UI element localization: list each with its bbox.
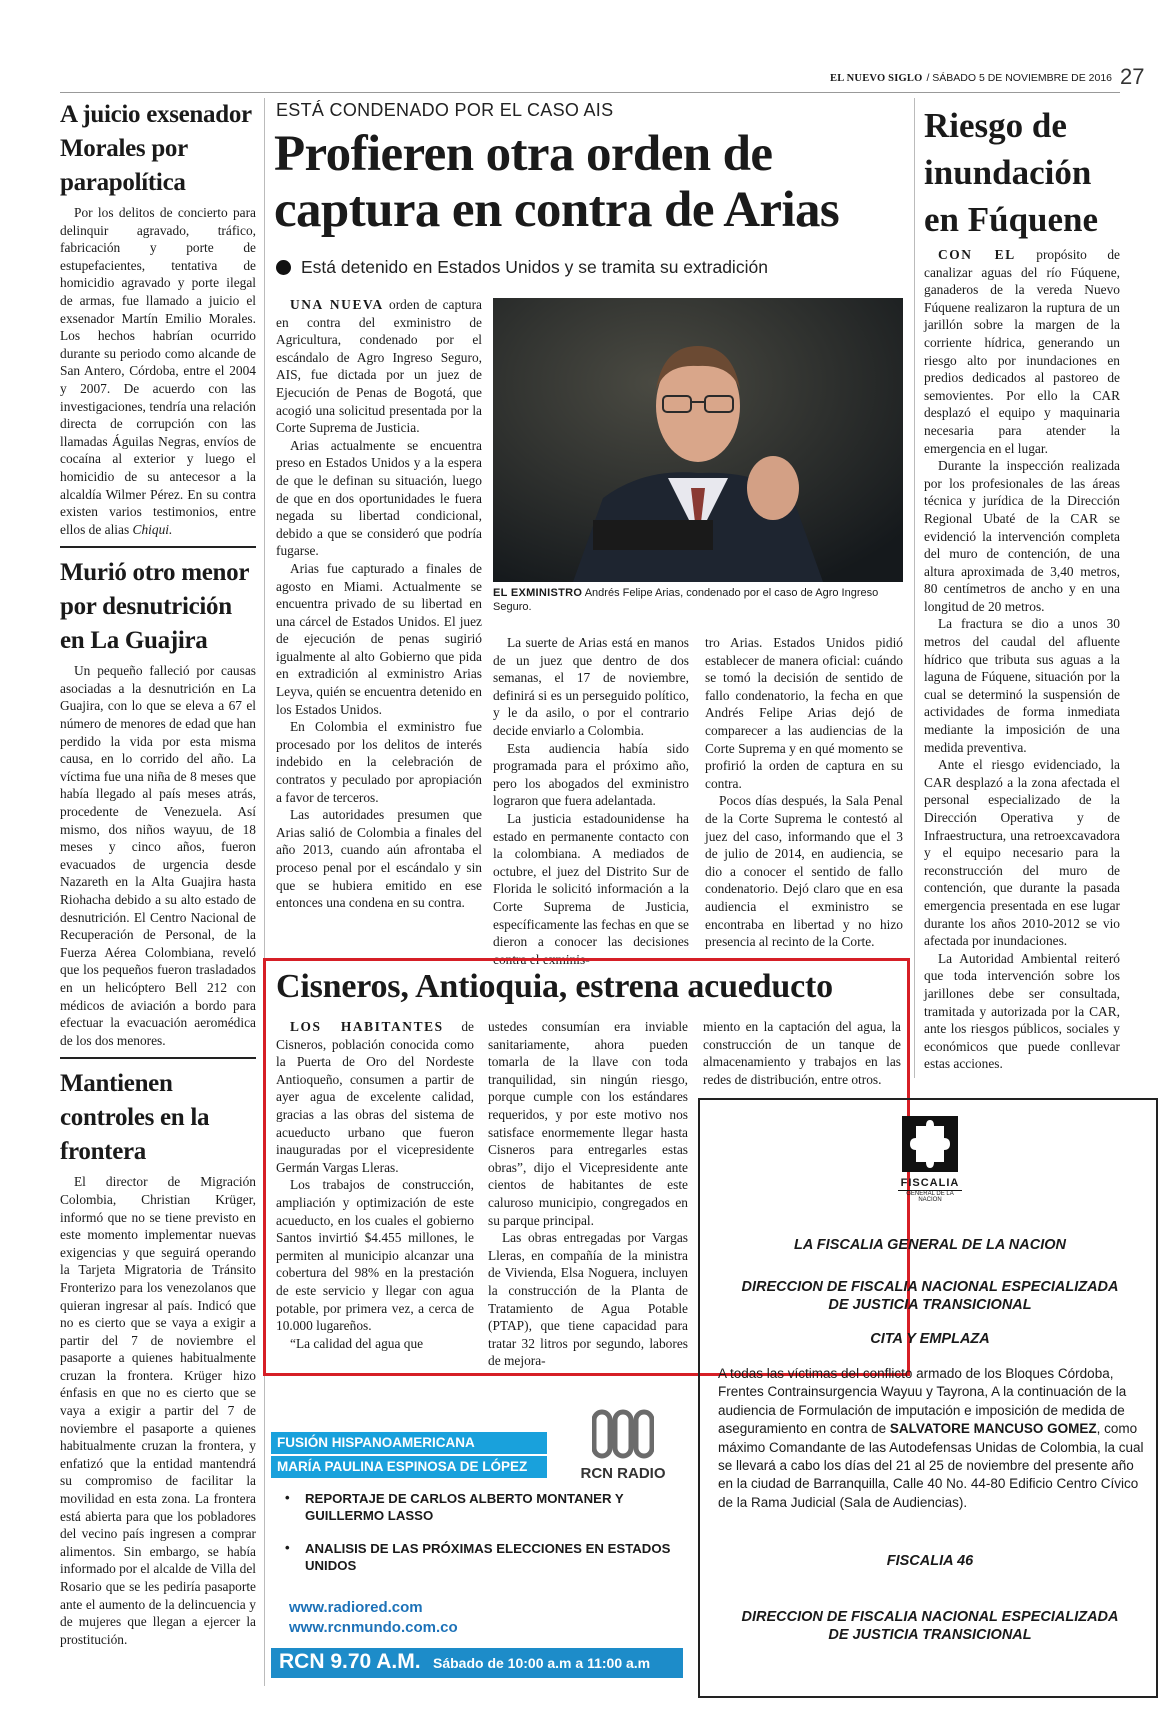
fiscalia-legal-notice: [698, 1098, 1158, 1698]
ad-bullet-item: • REPORTAJE DE CARLOS ALBERTO MONTANER Y GUILLERMO LASSO: [285, 1490, 675, 1524]
column-rule: [264, 98, 265, 1686]
ad-bullet-item: • ANALISIS DE LAS PRÓXIMAS ELECCIONES EN ESTADOS UNIDOS: [285, 1540, 675, 1574]
notice-issuer: LA FISCALIA GENERAL DE LA NACION: [793, 1237, 1066, 1253]
exminister-photo-illustration: [493, 298, 903, 582]
rcn-logo: [577, 1408, 669, 1482]
notice-directorate: DIRECCION DE FISCALIA NACIONAL ESPECIALIZADA DE JUSTICIA TRANSICIONAL: [741, 1279, 1119, 1313]
ad-schedule: Sábado de 10:00 a.m a 11:00 a.m: [433, 1655, 651, 1671]
fiscalia-logo: [890, 1116, 970, 1203]
main-story-column-2: La suerte de Arias está en manos de un juez que dentro de dos semanas, el 17 de noviembre, definirá si es un perseguido político, y le da asilo, o por el contrario decide enviarlo a Colombia. Esta audiencia había sido programada para el próximo año, pero los abogados del exministro lograron que fuera adelantada. La justicia estadounidense ha estado en permanente contacto con la colombiana. A mediados de octubre, el juez del Distrito Sur de Florida le solicitó información a la Corte Suprema de Justicia, específicamente las fechas en que se dieron a conocer las decisiones contra el exminis-: [493, 635, 689, 967]
notice-footer: DIRECCION DE FISCALIA NACIONAL ESPECIALIZADA DE JUSTICIA TRANSICIONAL: [741, 1609, 1119, 1643]
ad-bullet-list: [285, 1490, 675, 1590]
main-story-column-1: UNA NUEVA orden de captura en contra del exministro de Agricultura, condenado por el escándalo de Agro Ingreso Seguro, AIS, fue dictada por un juez de Ejecución de Penas de Bogotá, que acogió una solicitud presentada por la Corte Suprema de Justicia. Arias actualmente se encuentra preso en Estados Unidos y a la espera de que le definan su situación, luego de que en dos oportunidades le fuera negada su libertad condicional, debido a que se consideró que podría fugarse. Arias fue capturado a finales de agosto en Miami. Actualmente se encuentra privado de su libertad en una cárcel de Estados Unidos. El juez de ejecución de penas sugirió igualmente al alto Gobierno que pida en extradición al exministro Arias Leyva, quién se encuentra detenido en los Estados Unidos. En Colombia el exministro fue procesado por los delitos de interés indebido en la celebración de contratos y peculado por apropiación a favor de terceros. Las autoridades presumen que Arias salió de Colombia a finales del año 2013, cuando aún afrontaba el proceso penal por el escándalo y sin que se hubiera emitido en ese entonces una condena en su contra.: [276, 297, 483, 911]
notice-title: CITA Y EMPLAZA: [870, 1331, 990, 1347]
puzzle-piece-icon: [902, 1116, 958, 1172]
story-headline-cisneros: Cisneros, Antioquia, estrena acueducto: [276, 968, 833, 1005]
fiscalia-logo-sub: GENERAL DE LA NACION: [898, 1190, 962, 1203]
rcn-logo-icon: [592, 1408, 654, 1460]
story-body-frontera: El director de Migración Colombia, Christian Krüger, informó que no se tiene previsto en este momento implementar nuevas exigencias y que seguirá operando la Tarjeta Migratoria de Tránsito Fronterizo para los venezolanos que quieran ingresar al país. Indicó que no es cierto que se vaya a exigir a partir del 7 de noviembre el pasaporte a quienes habitualmente cruzan la frontera. Krüger hizo énfasis en que no es cierto que se vaya a exigir a partir del 7 de noviembre el pasaporte a quienes habitualmente cruzan la frontera, y enfatizó que la entidad mantendrá su compromiso de facilitar la movilidad en esta zona. La frontera está abierta para que los pobladores del vecino país ingresen a comprar alimentos. Sin embargo, se había informado por el alcalde de Villa del Rosario que se les pediría pasaporte ante el aumento de la delincuencia y de mujeres que llegan a ejercer la prostitución.: [60, 1174, 257, 1647]
cisneros-column-2: ustedes consumían era inviable sanitariamente, ahora pueden tomarla de la llave con toda tranquilidad, sin ningún riesgo, porque cumple con los estándares requeridos, y por este motivo nos satisface enormemente llegar hasta Cisneros para entregarles estas obras”, dijo el Vicepresidente ante cientos de habitantes de este caluroso municipio, congregados en su parque principal. Las obras entregadas por Vargas Lleras, en compañía de la ministra de Vivienda, Elsa Noguera, incluyen la construcción de la Planta de Tratamiento de Agua Potable (PTAP), que tiene capacidad para tratar 32 litros por segundo, labores de mejora-: [488, 1019, 688, 1369]
exminister-photo: [493, 298, 903, 582]
notice-signature: FISCALIA 46: [886, 1553, 974, 1569]
page-folio: [830, 64, 1145, 89]
fiscalia-logo-word: FISCALIA: [900, 1177, 960, 1189]
ad-band-host: MARÍA PAULINA ESPINOSA DE LÓPEZ: [271, 1456, 547, 1478]
ad-band-fusion: FUSIÓN HISPANOAMERICANA: [271, 1432, 547, 1454]
ad-frequency: RCN 9.70 A.M.: [279, 1650, 421, 1673]
bullet-dot-icon: [276, 260, 291, 275]
story-headline-fuquene: Riesgo de inundación en Fúquene: [924, 106, 1099, 239]
story-headline-morales: A juicio exsenador Morales por parapolítica: [60, 101, 252, 196]
story-body-desnutricion: Un pequeño falleció por causas asociadas a la desnutrición en La Guajira, con lo que se eleva a 67 el número de menores de edad que han perdido la vida por esta misma causa, en lo corrido del año. La víctima fue una niña de 8 meses que había llegado al país meses atrás, procedente de Venezuela. Así mismo, dos niños wayuu, de 18 meses y cinco años, fueron evacuados de urgencia desde Nazareth en la Alta Guajira hasta Riohacha debido a su alto estado de desnutrición. El Centro Nacional de Recuperación de Personal, de la Fuerza Aérea Colombiana, reveló que los pequeños fueron trasladados en un helicóptero Bell 212 con médicos de aviación a bordo para efectuar la evacuación aeromédica de los dos menores.: [60, 663, 256, 1048]
cisneros-column-1: LOS HABITANTES de Cisneros, población conocida como la Puerta de Oro del Nordeste Antioqueño, consumen a partir de ayer agua de excelente calidad, gracias a las obras del sistema de acueducto urbano que fueron inauguradas por el vicepresidente Germán Vargas Lleras. Los trabajos de construcción, ampliación y optimización de este acueducto, en los cuales el gobierno Santos invirtió $4.455 millones, le permiten al municipio alcanzar una cobertura del 98% en la prestación de este servicio y llegar con agua potable, por primera vez, a cerca de 10.000 lugareños. “La calidad del agua que: [276, 1019, 474, 1351]
main-story-column-3: tro Arias. Estados Unidos pidió establecer de manera oficial: cuándo se tomó la decisión de sentido de fallo condenatorio, la fecha en que Andrés Felipe Arias dejó de comparecer a las audiencias de la Corte Suprema y en qué momento se profirió la orden de captura en su contra. Pocos días después, la Sala Penal de la Corte Suprema le contestó al juez del caso, informando que el 3 de julio de 2014, en audiencia, se dio a conocer el sentido de fallo condenatorio. Dejó claro que en esa audiencia el exministro se encontraba en libertad y no hizo presencia al recinto de la Corte.: [705, 635, 903, 950]
section-divider: [60, 1057, 256, 1059]
notice-body: A todas las víctimas del conflicto armado de los Bloques Córdoba, Frentes Contrainsurgencia Wayuu y Tayrona, A la continuación de la audiencia de Formulación de imputación e imposición de medida de aseguramiento en contra de SALVATORE MANCUSO GOMEZ, como máximo Comandante de las Autodefensas Unidas de Colombia, la cual se llevará a cabo los días del 21 al 25 de noviembre del presente año en la ciudad de Barranquilla, Calle 40 No. 44-80 Edificio Centro Cívico de la Rama Judicial (Sala de Audiencias).: [718, 1366, 1144, 1510]
newspaper-name: EL NUEVO SIGLO: [830, 73, 923, 84]
left-column: [60, 98, 256, 1648]
ad-schedule-bar: [271, 1648, 683, 1678]
ad-link-rcnmundo[interactable]: www.rcnmundo.com.co: [289, 1619, 458, 1636]
page-number: 27: [1120, 64, 1145, 89]
issue-date: / SÁBADO 5 DE NOVIEMBRE DE 2016: [926, 72, 1113, 84]
cisneros-column-3: miento en la captación del agua, la construcción de un tanque de almacenamiento y trabajos en las redes de distribución, entre otros.: [703, 1019, 901, 1087]
photo-caption: EL EXMINISTRO Andrés Felipe Arias, condenado por el caso de Agro Ingreso Seguro.: [493, 587, 879, 613]
column-rule: [914, 98, 915, 1078]
main-story-subhead: Está detenido en Estados Unidos y se tramita su extradición: [276, 257, 916, 278]
main-story-kicker: ESTÁ CONDENADO POR EL CASO AIS: [276, 100, 614, 120]
story-body-morales: Por los delitos de concierto para delinquir agravado, tráfico, fabricación y porte de estupefacientes, tentativa de homicidio agravado y porte ilegal de armas, fue llamado a juicio el exsenador Martín Emilio Morales. Los hechos habrían ocurrido durante su periodo como alcande de San Antero, Córdoba, entre el 2004 y 2007. De acuerdo con las investigaciones, tendría una relación directa de corrupción con las llamadas Águilas Negras, envíos de cocaína al exterior y luego el homicidio de su antecesor a la alcaldía Wilmer Pérez. En su contra existen varios testimonios, entre ellos de alias Chiqui.: [60, 205, 256, 537]
story-headline-desnutricion: Murió otro menor por desnutrición en La Guajira: [60, 559, 250, 655]
top-rule: [60, 92, 1120, 93]
ad-links: [289, 1598, 458, 1638]
story-body-fuquene: CON EL propósito de canalizar aguas del río Fúquene, ganaderos de la vereda Nuevo Fúquene realizaron la ruptura de un jarillón sobre la margen de la corriente hídrica, generando un riesgo alto por inundaciones en predios dedicados al pastoreo de semovientes. Por ello la CAR desplazó el equipo y maquinaria necesaria para atender la emergencia en el lugar. Durante la inspección realizada por los profesionales de las áreas técnica y jurídica de la Dirección Regional Ubaté de la CAR se evidenció la intervención completa del muro de contención, de una altura aproximada de 3,40 metros, 80 centímetros de ancho y en una longitud de 20 metros. La fractura se dio a unos 30 metros del caudal del afluente hídrico que tributa sus aguas a la laguna de Fúquene, situación por la cual se determinó la suspensión de actividades de forma inmediata mediante la imposición de una medida preventiva. Ante el riesgo evidenciado, la CAR desplazó a la zona afectada el personal especializado de la Dirección Operativa y de Infraestructura, una retroexcavadora y el equipo necesario para la reconstrucción del muro de contención, que durante la pasada emergencia presentada en ese lugar durante los años 2010-2012 se vio afectada por inundaciones. La Autoridad Ambiental reiteró que toda intervención sobre los jarillones debe ser consultada, tramitada y autorizada por la CAR, ante los riesgos públicos, sociales y económicos que puede conllevar estas acciones.: [924, 247, 1120, 1072]
ad-link-radiored[interactable]: www.radiored.com: [289, 1599, 423, 1616]
rcn-radio-ad: [271, 1400, 683, 1682]
rcn-logo-text: RCN RADIO: [580, 1465, 666, 1482]
story-headline-frontera: Mantienen controles en la frontera: [60, 1070, 210, 1166]
main-story-headline: Profieren otra orden de captura en contra de Arias: [274, 126, 840, 238]
section-divider: [60, 546, 256, 548]
